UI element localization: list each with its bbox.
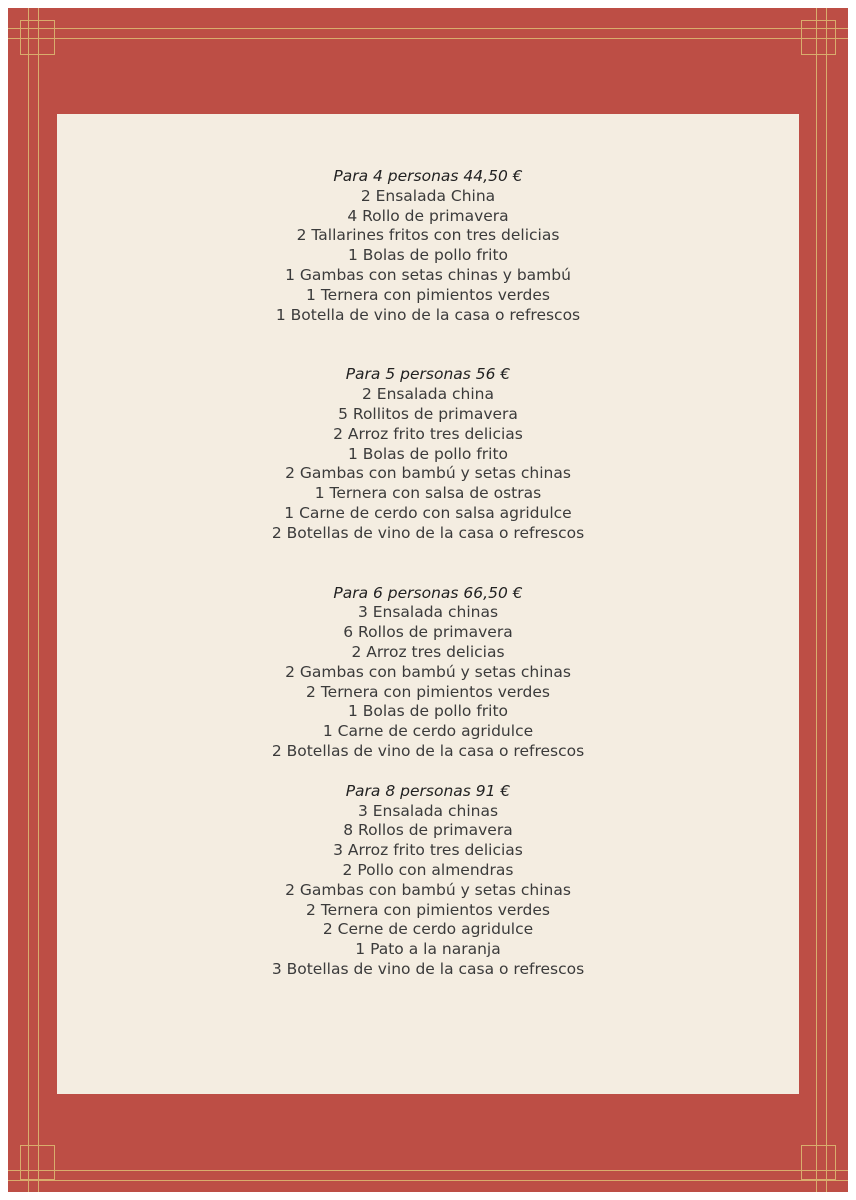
menu-title: Para 5 personas 56 €	[345, 365, 511, 384]
menu-page	[8, 8, 848, 1192]
menu-item: 8 Rollos de primavera	[343, 821, 513, 840]
menu-section-6	[57, 584, 799, 762]
menu-item: 3 Ensalada chinas	[357, 801, 499, 820]
set-menus	[57, 167, 799, 980]
menu-item: 1 Pato a la naranja	[355, 940, 501, 959]
menu-title: Para 4 personas 44,50 €	[333, 167, 523, 185]
menu-item: 1 Ternera con salsa de ostras	[314, 484, 542, 503]
menu-item: 2 Cerne de cerdo agridulce	[322, 920, 534, 939]
menu-item: 1 Gambas con setas chinas y bambú	[285, 265, 571, 284]
menu-item: 1 Carne de cerdo agridulce	[322, 722, 534, 741]
menu-item: 5 Rollitos de primavera	[338, 404, 518, 423]
menu-section-5	[57, 365, 799, 543]
menu-item: 1 Bolas de pollo frito	[347, 702, 509, 721]
menu-item: 2 Ensalada china	[361, 385, 495, 404]
menu-item: 3 Ensalada chinas	[357, 603, 499, 622]
menu-item: 6 Rollos de primavera	[343, 623, 513, 642]
menu-item: 2 Arroz tres delicias	[351, 642, 505, 661]
menu-item: 1 Botella de vino de la casa o refrescos	[275, 305, 581, 324]
menu-section-4	[57, 167, 799, 325]
menu-item: 2 Ternera con pimientos verdes	[306, 682, 550, 701]
menu-item: 1 Bolas de pollo frito	[347, 444, 509, 463]
menu-item: 2 Botellas de vino de la casa o refrescos	[271, 741, 585, 760]
menu-panel	[57, 114, 799, 1094]
menu-item: 2 Pollo con almendras	[342, 860, 514, 879]
menu-item: 2 Ternera con pimientos verdes	[306, 900, 550, 919]
menu-title: Para 6 personas 66,50 €	[333, 583, 523, 602]
menu-item: 3 Botellas de vino de la casa o refrescos	[271, 959, 585, 978]
menu-item: 2 Gambas con bambú y setas chinas	[285, 662, 571, 681]
menu-item: 2 Gambas con bambú y setas chinas	[285, 880, 571, 899]
menu-item: 1 Carne de cerdo con salsa agridulce	[284, 503, 572, 522]
menu-title: Para 8 personas 91 €	[345, 781, 511, 800]
menu-item: 2 Ensalada China	[360, 186, 496, 205]
menu-item: 4 Rollo de primavera	[347, 206, 509, 225]
menu-item: 2 Botellas de vino de la casa o refrescos	[271, 523, 585, 542]
menu-item: 2 Tallarines fritos con tres delicias	[296, 226, 560, 245]
menu-item: 1 Bolas de pollo frito	[347, 246, 509, 265]
menu-section-8	[57, 782, 799, 980]
menu-item: 3 Arroz frito tres delicias	[333, 841, 523, 860]
menu-item: 1 Ternera con pimientos verdes	[306, 285, 550, 304]
menu-item: 2 Arroz frito tres delicias	[333, 424, 523, 443]
menu-item: 2 Gambas con bambú y setas chinas	[285, 464, 571, 483]
